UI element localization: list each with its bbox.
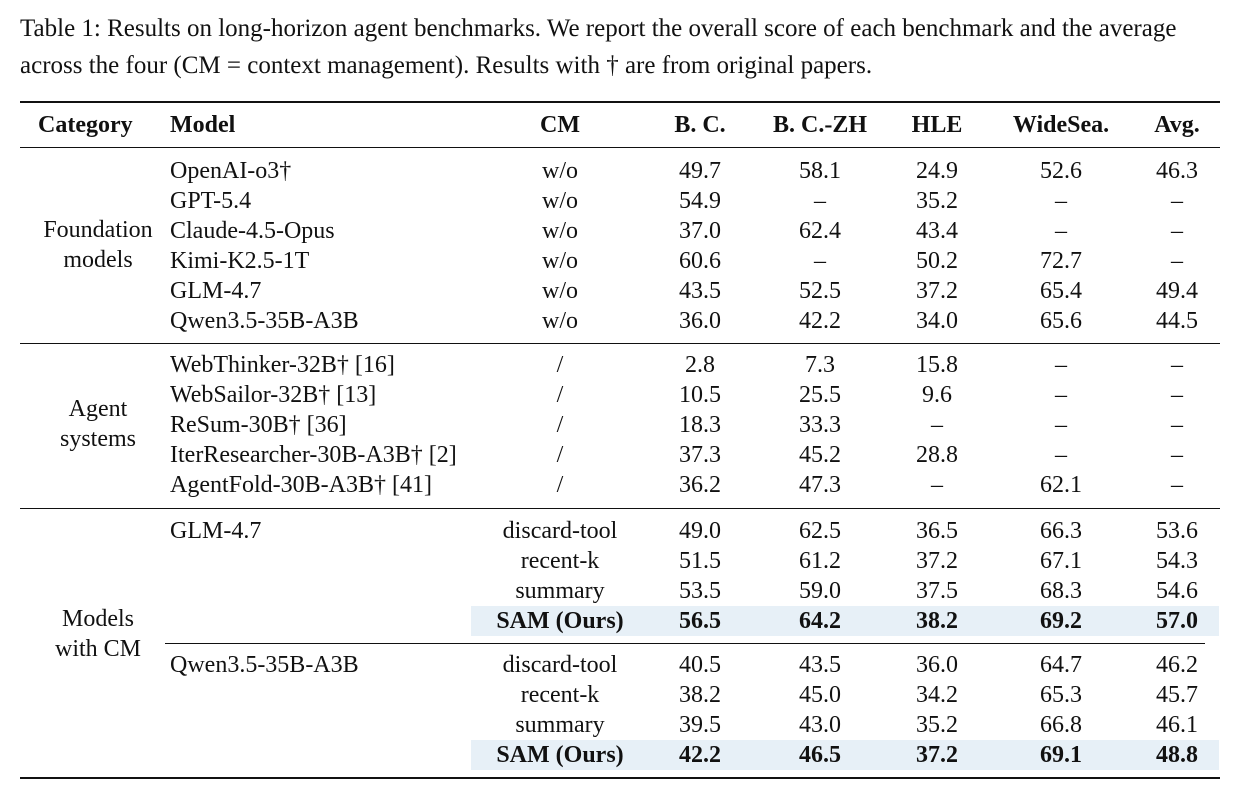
score-hle: – xyxy=(931,412,943,438)
model-name: Kimi-K2.5-1T xyxy=(170,248,310,274)
score-widesea: 65.4 xyxy=(1040,278,1082,304)
score-bc: 49.7 xyxy=(679,158,721,184)
model-name: WebThinker-32B† [16] xyxy=(170,352,395,378)
score-hle: 9.6 xyxy=(922,382,952,408)
score-widesea: 66.3 xyxy=(1040,518,1082,544)
score-avg: 46.1 xyxy=(1156,712,1198,738)
score-hle: 43.4 xyxy=(916,218,958,244)
score-bc: 18.3 xyxy=(679,412,721,438)
score-bc: 36.2 xyxy=(679,472,721,498)
header-category: Category xyxy=(38,112,133,138)
score-avg: 54.3 xyxy=(1156,548,1198,574)
score-avg: 53.6 xyxy=(1156,518,1198,544)
cm-cell: w/o xyxy=(542,188,578,214)
score-hle: 36.0 xyxy=(916,652,958,678)
score-hle: 35.2 xyxy=(916,188,958,214)
score-bc: 10.5 xyxy=(679,382,721,408)
score-bczh: 61.2 xyxy=(799,548,841,574)
score-widesea: 65.6 xyxy=(1040,308,1082,334)
score-widesea: 65.3 xyxy=(1040,682,1082,708)
cm-cell: summary xyxy=(515,578,605,604)
score-bczh: 33.3 xyxy=(799,412,841,438)
header-avg: Avg. xyxy=(1154,112,1200,138)
model-name: WebSailor-32B† [13] xyxy=(170,382,377,408)
category-label: Foundation xyxy=(43,217,153,243)
score-hle: 37.5 xyxy=(916,578,958,604)
model-name: GLM-4.7 xyxy=(170,278,262,304)
score-avg: 49.4 xyxy=(1156,278,1198,304)
score-hle: 34.0 xyxy=(916,308,958,334)
score-bczh: 62.4 xyxy=(799,218,841,244)
score-hle: 35.2 xyxy=(916,712,958,738)
score-hle: 50.2 xyxy=(916,248,958,274)
score-bc: 40.5 xyxy=(679,652,721,678)
cm-cell: SAM (Ours) xyxy=(496,608,624,634)
header-cm: CM xyxy=(540,112,580,138)
cm-cell: SAM (Ours) xyxy=(496,742,624,768)
group-rule xyxy=(20,508,1220,509)
bottom-rule xyxy=(20,777,1220,779)
score-widesea: 62.1 xyxy=(1040,472,1082,498)
score-avg: 45.7 xyxy=(1156,682,1198,708)
score-bczh: 43.0 xyxy=(799,712,841,738)
category-label: Agent xyxy=(68,396,128,422)
score-avg: – xyxy=(1171,412,1183,438)
cm-cell: summary xyxy=(515,712,605,738)
score-bc: 54.9 xyxy=(679,188,721,214)
score-bczh: – xyxy=(814,248,826,274)
table-caption: Table 1: Results on long-horizon agent benchmarks. We report the overall score of each benchmark and the average across the four (CM = context management). Results with † are from original papers. xyxy=(20,15,1177,79)
score-bczh: – xyxy=(814,188,826,214)
score-bczh: 47.3 xyxy=(799,472,841,498)
score-widesea: 69.1 xyxy=(1040,742,1082,768)
cm-cell: w/o xyxy=(542,308,578,334)
score-avg: – xyxy=(1171,352,1183,378)
score-hle: 37.2 xyxy=(916,278,958,304)
score-hle: 28.8 xyxy=(916,442,958,468)
cm-cell: / xyxy=(556,442,564,468)
score-widesea: – xyxy=(1055,352,1067,378)
score-bc: 43.5 xyxy=(679,278,721,304)
header-hle: HLE xyxy=(911,112,963,138)
cm-cell: recent-k xyxy=(520,548,600,574)
cm-cell: w/o xyxy=(542,278,578,304)
score-avg: 57.0 xyxy=(1156,608,1198,634)
subgroup-rule xyxy=(165,643,1205,644)
score-bc: 49.0 xyxy=(679,518,721,544)
cm-cell: discard-tool xyxy=(502,652,618,678)
score-avg: – xyxy=(1171,188,1183,214)
score-widesea: 67.1 xyxy=(1040,548,1082,574)
header-rule xyxy=(20,147,1220,148)
category-label: systems xyxy=(59,426,137,452)
score-widesea: 69.2 xyxy=(1040,608,1082,634)
score-bczh: 25.5 xyxy=(799,382,841,408)
top-rule xyxy=(20,101,1220,103)
model-name: IterResearcher-30B-A3B† [2] xyxy=(170,442,457,468)
score-bc: 36.0 xyxy=(679,308,721,334)
score-bc: 42.2 xyxy=(679,742,721,768)
model-name: Qwen3.5-35B-A3B xyxy=(170,308,359,334)
score-bc: 39.5 xyxy=(679,712,721,738)
cm-cell: w/o xyxy=(542,218,578,244)
header-bc: B. C. xyxy=(674,112,726,138)
score-widesea: – xyxy=(1055,442,1067,468)
cm-cell: w/o xyxy=(542,248,578,274)
score-bczh: 52.5 xyxy=(799,278,841,304)
score-widesea: – xyxy=(1055,188,1067,214)
score-hle: 15.8 xyxy=(916,352,958,378)
score-avg: 46.2 xyxy=(1156,652,1198,678)
header-model: Model xyxy=(170,112,236,138)
score-avg: – xyxy=(1171,218,1183,244)
score-hle: 34.2 xyxy=(916,682,958,708)
score-hle: 36.5 xyxy=(916,518,958,544)
score-widesea: – xyxy=(1055,412,1067,438)
score-widesea: 52.6 xyxy=(1040,158,1082,184)
header-bczh: B. C.-ZH xyxy=(772,112,868,138)
model-name: GLM-4.7 xyxy=(170,518,262,544)
score-widesea: 64.7 xyxy=(1040,652,1082,678)
score-widesea: 68.3 xyxy=(1040,578,1082,604)
group-rule xyxy=(20,343,1220,344)
score-widesea: – xyxy=(1055,382,1067,408)
cm-cell: / xyxy=(556,412,564,438)
score-bczh: 62.5 xyxy=(799,518,841,544)
score-hle: 37.2 xyxy=(916,742,958,768)
score-avg: – xyxy=(1171,382,1183,408)
score-avg: 48.8 xyxy=(1156,742,1198,768)
score-bczh: 59.0 xyxy=(799,578,841,604)
score-bc: 60.6 xyxy=(679,248,721,274)
score-avg: – xyxy=(1171,472,1183,498)
cm-cell: / xyxy=(556,382,564,408)
score-bc: 2.8 xyxy=(685,352,715,378)
score-bc: 53.5 xyxy=(679,578,721,604)
score-bczh: 46.5 xyxy=(799,742,841,768)
score-bc: 37.0 xyxy=(679,218,721,244)
score-hle: 38.2 xyxy=(916,608,958,634)
score-hle: 24.9 xyxy=(916,158,958,184)
model-name: AgentFold-30B-A3B† [41] xyxy=(170,472,432,498)
category-label: with CM xyxy=(54,636,142,662)
model-name: Claude-4.5-Opus xyxy=(170,218,335,244)
category-label: models xyxy=(63,247,133,273)
model-name: Qwen3.5-35B-A3B xyxy=(170,652,359,678)
score-hle: – xyxy=(931,472,943,498)
score-widesea: 72.7 xyxy=(1040,248,1082,274)
score-bczh: 42.2 xyxy=(799,308,841,334)
model-name: ReSum-30B† [36] xyxy=(170,412,347,438)
cm-cell: w/o xyxy=(542,158,578,184)
score-widesea: 66.8 xyxy=(1040,712,1082,738)
cm-cell: discard-tool xyxy=(502,518,618,544)
score-avg: 54.6 xyxy=(1156,578,1198,604)
score-bczh: 7.3 xyxy=(805,352,835,378)
cm-cell: / xyxy=(556,472,564,498)
model-name: OpenAI-o3† xyxy=(170,158,292,184)
score-bczh: 45.2 xyxy=(799,442,841,468)
score-avg: 44.5 xyxy=(1156,308,1198,334)
score-bczh: 43.5 xyxy=(799,652,841,678)
score-bc: 37.3 xyxy=(679,442,721,468)
cm-cell: / xyxy=(556,352,564,378)
score-avg: – xyxy=(1171,248,1183,274)
score-avg: 46.3 xyxy=(1156,158,1198,184)
score-hle: 37.2 xyxy=(916,548,958,574)
score-bczh: 45.0 xyxy=(799,682,841,708)
score-widesea: – xyxy=(1055,218,1067,244)
header-widesea: WideSea. xyxy=(1012,112,1110,138)
score-bc: 56.5 xyxy=(679,608,721,634)
score-bc: 51.5 xyxy=(679,548,721,574)
score-bczh: 64.2 xyxy=(799,608,841,634)
cm-cell: recent-k xyxy=(520,682,600,708)
score-avg: – xyxy=(1171,442,1183,468)
score-bc: 38.2 xyxy=(679,682,721,708)
model-name: GPT-5.4 xyxy=(170,188,252,214)
score-bczh: 58.1 xyxy=(799,158,841,184)
category-label: Models xyxy=(62,606,134,632)
